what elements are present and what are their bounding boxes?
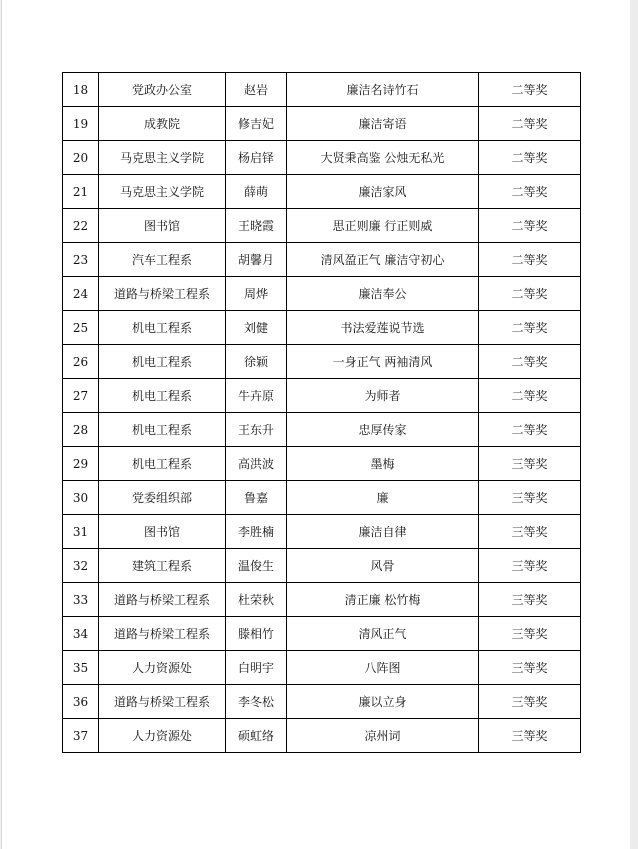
row-number-cell: 24 (63, 277, 99, 311)
award-table (62, 72, 581, 753)
author-cell: 白明宇 (226, 651, 287, 685)
department-cell: 道路与桥梁工程系 (99, 617, 226, 651)
department-cell: 党委组织部 (99, 481, 226, 515)
department-cell: 图书馆 (99, 515, 226, 549)
department-cell: 机电工程系 (99, 413, 226, 447)
row-number-cell: 35 (63, 651, 99, 685)
author-cell: 周烨 (226, 277, 287, 311)
row-number-cell: 30 (63, 481, 99, 515)
table-row (63, 73, 581, 107)
row-number-cell: 31 (63, 515, 99, 549)
document-page (1, 0, 631, 849)
award-cell: 二等奖 (479, 209, 581, 243)
author-cell: 高洪波 (226, 447, 287, 481)
work-title-cell: 风骨 (287, 549, 479, 583)
department-cell: 党政办公室 (99, 73, 226, 107)
work-title-cell: 廉洁寄语 (287, 107, 479, 141)
award-cell: 二等奖 (479, 413, 581, 447)
department-cell: 成教院 (99, 107, 226, 141)
award-table-body (63, 73, 581, 753)
work-title-cell: 廉 (287, 481, 479, 515)
table-row (63, 413, 581, 447)
author-cell: 薛萌 (226, 175, 287, 209)
row-number-cell: 26 (63, 345, 99, 379)
award-cell: 二等奖 (479, 73, 581, 107)
table-row (63, 447, 581, 481)
work-title-cell: 思正则廉 行正则威 (287, 209, 479, 243)
work-title-cell: 墨梅 (287, 447, 479, 481)
table-row (63, 685, 581, 719)
work-title-cell: 廉以立身 (287, 685, 479, 719)
author-cell: 胡馨月 (226, 243, 287, 277)
author-cell: 牛卉原 (226, 379, 287, 413)
table-row (63, 345, 581, 379)
work-title-cell: 为师者 (287, 379, 479, 413)
award-cell: 三等奖 (479, 651, 581, 685)
author-cell: 杜荣秋 (226, 583, 287, 617)
row-number-cell: 21 (63, 175, 99, 209)
table-row (63, 277, 581, 311)
work-title-cell: 廉洁奉公 (287, 277, 479, 311)
work-title-cell: 清风正气 (287, 617, 479, 651)
row-number-cell: 37 (63, 719, 99, 753)
row-number-cell: 18 (63, 73, 99, 107)
author-cell: 滕相竹 (226, 617, 287, 651)
work-title-cell: 忠厚传家 (287, 413, 479, 447)
table-row (63, 141, 581, 175)
row-number-cell: 36 (63, 685, 99, 719)
row-number-cell: 20 (63, 141, 99, 175)
table-row (63, 175, 581, 209)
author-cell: 刘健 (226, 311, 287, 345)
row-number-cell: 27 (63, 379, 99, 413)
table-row (63, 311, 581, 345)
department-cell: 马克思主义学院 (99, 141, 226, 175)
author-cell: 李冬松 (226, 685, 287, 719)
work-title-cell: 八阵图 (287, 651, 479, 685)
award-cell: 三等奖 (479, 447, 581, 481)
author-cell: 王东升 (226, 413, 287, 447)
author-cell: 温俊生 (226, 549, 287, 583)
award-cell: 二等奖 (479, 345, 581, 379)
author-cell: 徐颖 (226, 345, 287, 379)
award-cell: 二等奖 (479, 277, 581, 311)
scroll-gutter (630, 0, 638, 849)
department-cell: 人力资源处 (99, 651, 226, 685)
work-title-cell: 清风盈正气 廉洁守初心 (287, 243, 479, 277)
award-cell: 三等奖 (479, 685, 581, 719)
author-cell: 李胜楠 (226, 515, 287, 549)
row-number-cell: 33 (63, 583, 99, 617)
author-cell: 赵岩 (226, 73, 287, 107)
award-cell: 三等奖 (479, 549, 581, 583)
award-cell: 二等奖 (479, 141, 581, 175)
table-row (63, 209, 581, 243)
row-number-cell: 19 (63, 107, 99, 141)
row-number-cell: 28 (63, 413, 99, 447)
table-row (63, 243, 581, 277)
work-title-cell: 清正廉 松竹梅 (287, 583, 479, 617)
work-title-cell: 凉州词 (287, 719, 479, 753)
table-row (63, 651, 581, 685)
table-row (63, 515, 581, 549)
author-cell: 硕虹络 (226, 719, 287, 753)
award-cell: 二等奖 (479, 379, 581, 413)
work-title-cell: 一身正气 两袖清风 (287, 345, 479, 379)
award-cell: 二等奖 (479, 107, 581, 141)
table-row (63, 107, 581, 141)
row-number-cell: 29 (63, 447, 99, 481)
work-title-cell: 书法爱莲说节选 (287, 311, 479, 345)
row-number-cell: 22 (63, 209, 99, 243)
department-cell: 机电工程系 (99, 311, 226, 345)
department-cell: 机电工程系 (99, 345, 226, 379)
author-cell: 鲁嘉 (226, 481, 287, 515)
department-cell: 建筑工程系 (99, 549, 226, 583)
award-cell: 三等奖 (479, 583, 581, 617)
author-cell: 修吉妃 (226, 107, 287, 141)
table-row (63, 617, 581, 651)
department-cell: 道路与桥梁工程系 (99, 685, 226, 719)
author-cell: 王晓霞 (226, 209, 287, 243)
table-row (63, 379, 581, 413)
department-cell: 道路与桥梁工程系 (99, 583, 226, 617)
award-cell: 三等奖 (479, 515, 581, 549)
department-cell: 道路与桥梁工程系 (99, 277, 226, 311)
award-cell: 二等奖 (479, 311, 581, 345)
row-number-cell: 25 (63, 311, 99, 345)
work-title-cell: 廉洁家风 (287, 175, 479, 209)
department-cell: 汽车工程系 (99, 243, 226, 277)
table-row (63, 583, 581, 617)
department-cell: 马克思主义学院 (99, 175, 226, 209)
work-title-cell: 廉洁自律 (287, 515, 479, 549)
work-title-cell: 大贤秉高鉴 公烛无私光 (287, 141, 479, 175)
row-number-cell: 34 (63, 617, 99, 651)
row-number-cell: 23 (63, 243, 99, 277)
row-number-cell: 32 (63, 549, 99, 583)
department-cell: 机电工程系 (99, 447, 226, 481)
department-cell: 图书馆 (99, 209, 226, 243)
award-cell: 三等奖 (479, 617, 581, 651)
work-title-cell: 廉洁名诗竹石 (287, 73, 479, 107)
award-cell: 二等奖 (479, 243, 581, 277)
award-cell: 三等奖 (479, 719, 581, 753)
table-row (63, 481, 581, 515)
department-cell: 人力资源处 (99, 719, 226, 753)
department-cell: 机电工程系 (99, 379, 226, 413)
award-cell: 三等奖 (479, 481, 581, 515)
author-cell: 杨启铎 (226, 141, 287, 175)
award-cell: 二等奖 (479, 175, 581, 209)
table-row (63, 719, 581, 753)
table-row (63, 549, 581, 583)
